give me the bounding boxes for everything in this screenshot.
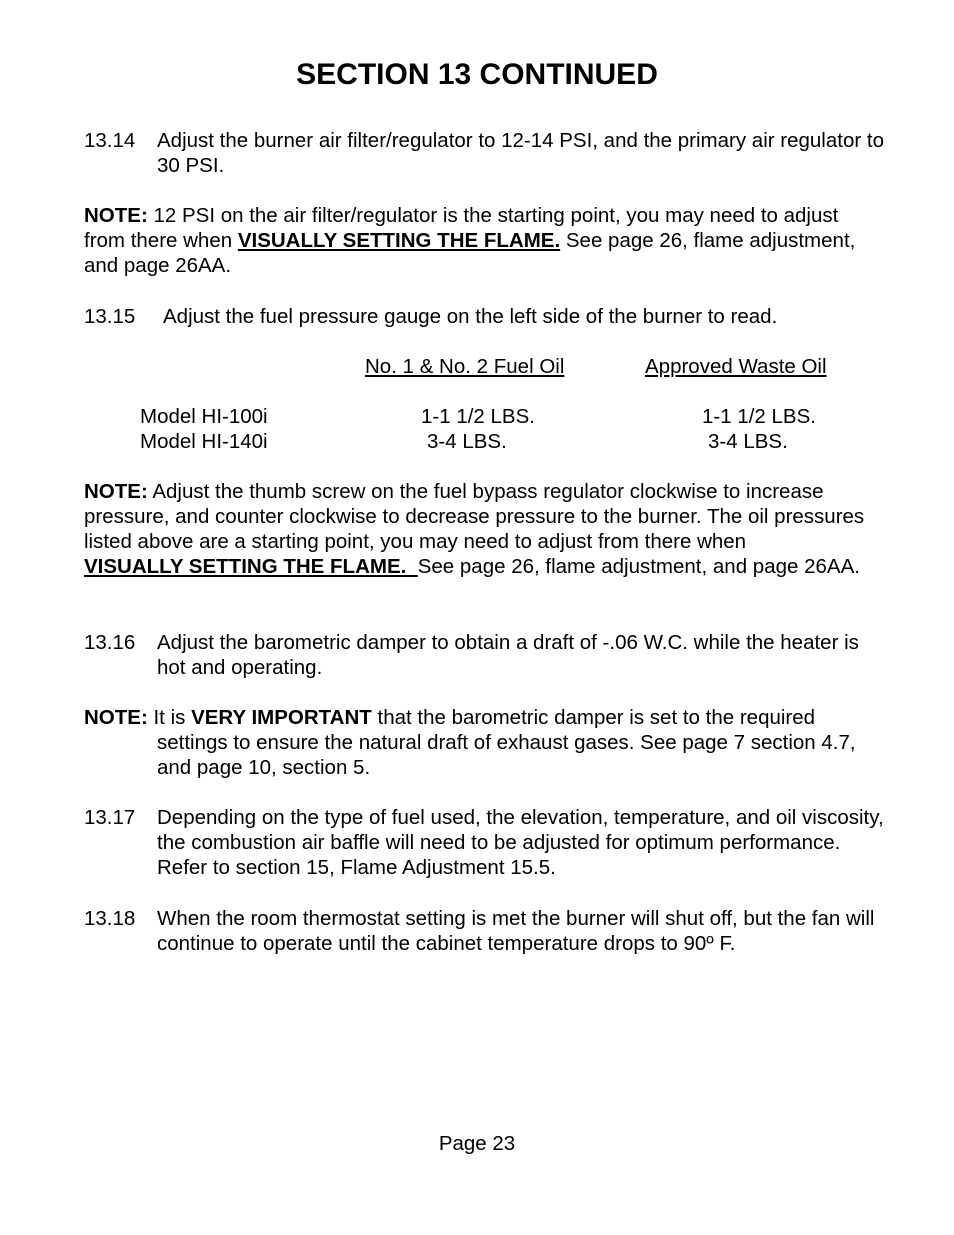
table-row-fuel-oil: 1-1 1/2 LBS. [421, 405, 535, 428]
section-text: Adjust the fuel pressure gauge on the left side of the burner to read. [163, 305, 778, 328]
page-number: Page 23 [438, 1132, 516, 1155]
note-text-continued: settings to ensure the natural draft of exhaust gases. See page 7 section 4.7, and page 10, section 5. [157, 731, 856, 779]
section-number: 13.17 [84, 806, 136, 829]
section-text: Adjust the barometric damper to obtain a draft of -.06 W.C. while the heater is hot and operating. [157, 631, 859, 679]
note-text: 12 PSI on the air filter/regulator is the starting point, you may need to adjust from there when [84, 204, 839, 252]
note-label: NOTE: [84, 480, 148, 503]
section-number: 13.16 [84, 631, 136, 654]
table-header-waste-oil: Approved Waste Oil [645, 355, 827, 378]
section-13-17 [84, 805, 884, 880]
table-header-fuel-oil: No. 1 & No. 2 Fuel Oil [365, 355, 565, 378]
note-emphasis: VERY IMPORTANT [191, 706, 372, 729]
section-13-14 [84, 128, 884, 178]
table-row-fuel-oil: 3-4 LBS. [427, 430, 507, 453]
section-number: 13.18 [84, 907, 136, 930]
section-text: Depending on the type of fuel used, the elevation, temperature, and oil viscosity, the combustion air baffle will need to be adjusted for optimum performance. Refer to section 15, Flame Adjustment 15.5. [157, 806, 884, 879]
note-text-end: See page 26, flame adjustment, and page 26AA. [84, 229, 856, 277]
note-text: Adjust the thumb screw on the fuel bypass regulator clockwise to increase pressure, and counter clockwise to decrease pressure to the burner. The oil pressures listed above are a starting point, you may need to adjust from there when [84, 480, 865, 553]
section-number: 13.15 [84, 305, 136, 328]
note-barometric-damper [84, 705, 894, 780]
note-text-mid: that the barometric damper is set to the required [371, 706, 816, 729]
section-13-18 [84, 906, 884, 956]
page-title: SECTION 13 CONTINUED [296, 58, 658, 91]
note-label: NOTE: [84, 706, 148, 729]
section-number: 13.14 [84, 129, 136, 152]
note-emphasis: VISUALLY SETTING THE FLAME. [237, 229, 561, 252]
note-thumb-screw [84, 479, 874, 579]
table-row-waste-oil: 3-4 LBS. [708, 430, 788, 453]
note-emphasis: VISUALLY SETTING THE FLAME. [84, 555, 418, 578]
section-text: When the room thermostat setting is met the burner will shut off, but the fan will continue to operate until the cabinet temperature drops to 90º F. [157, 907, 875, 955]
section-13-16 [84, 630, 884, 680]
section-text: Adjust the burner air filter/regulator to 12-14 PSI, and the primary air regulator to 30 PSI. [157, 129, 884, 177]
note-label: NOTE: [84, 204, 148, 227]
section-13-15 [84, 304, 884, 329]
note-text-end: See page 26, flame adjustment, and page 26AA. [417, 555, 860, 578]
note-air-filter [84, 203, 884, 278]
table-row-waste-oil: 1-1 1/2 LBS. [702, 405, 816, 428]
table-row-model: Model HI-100i [140, 405, 268, 428]
note-text: It is [147, 706, 192, 729]
table-row-model: Model HI-140i [140, 430, 268, 453]
